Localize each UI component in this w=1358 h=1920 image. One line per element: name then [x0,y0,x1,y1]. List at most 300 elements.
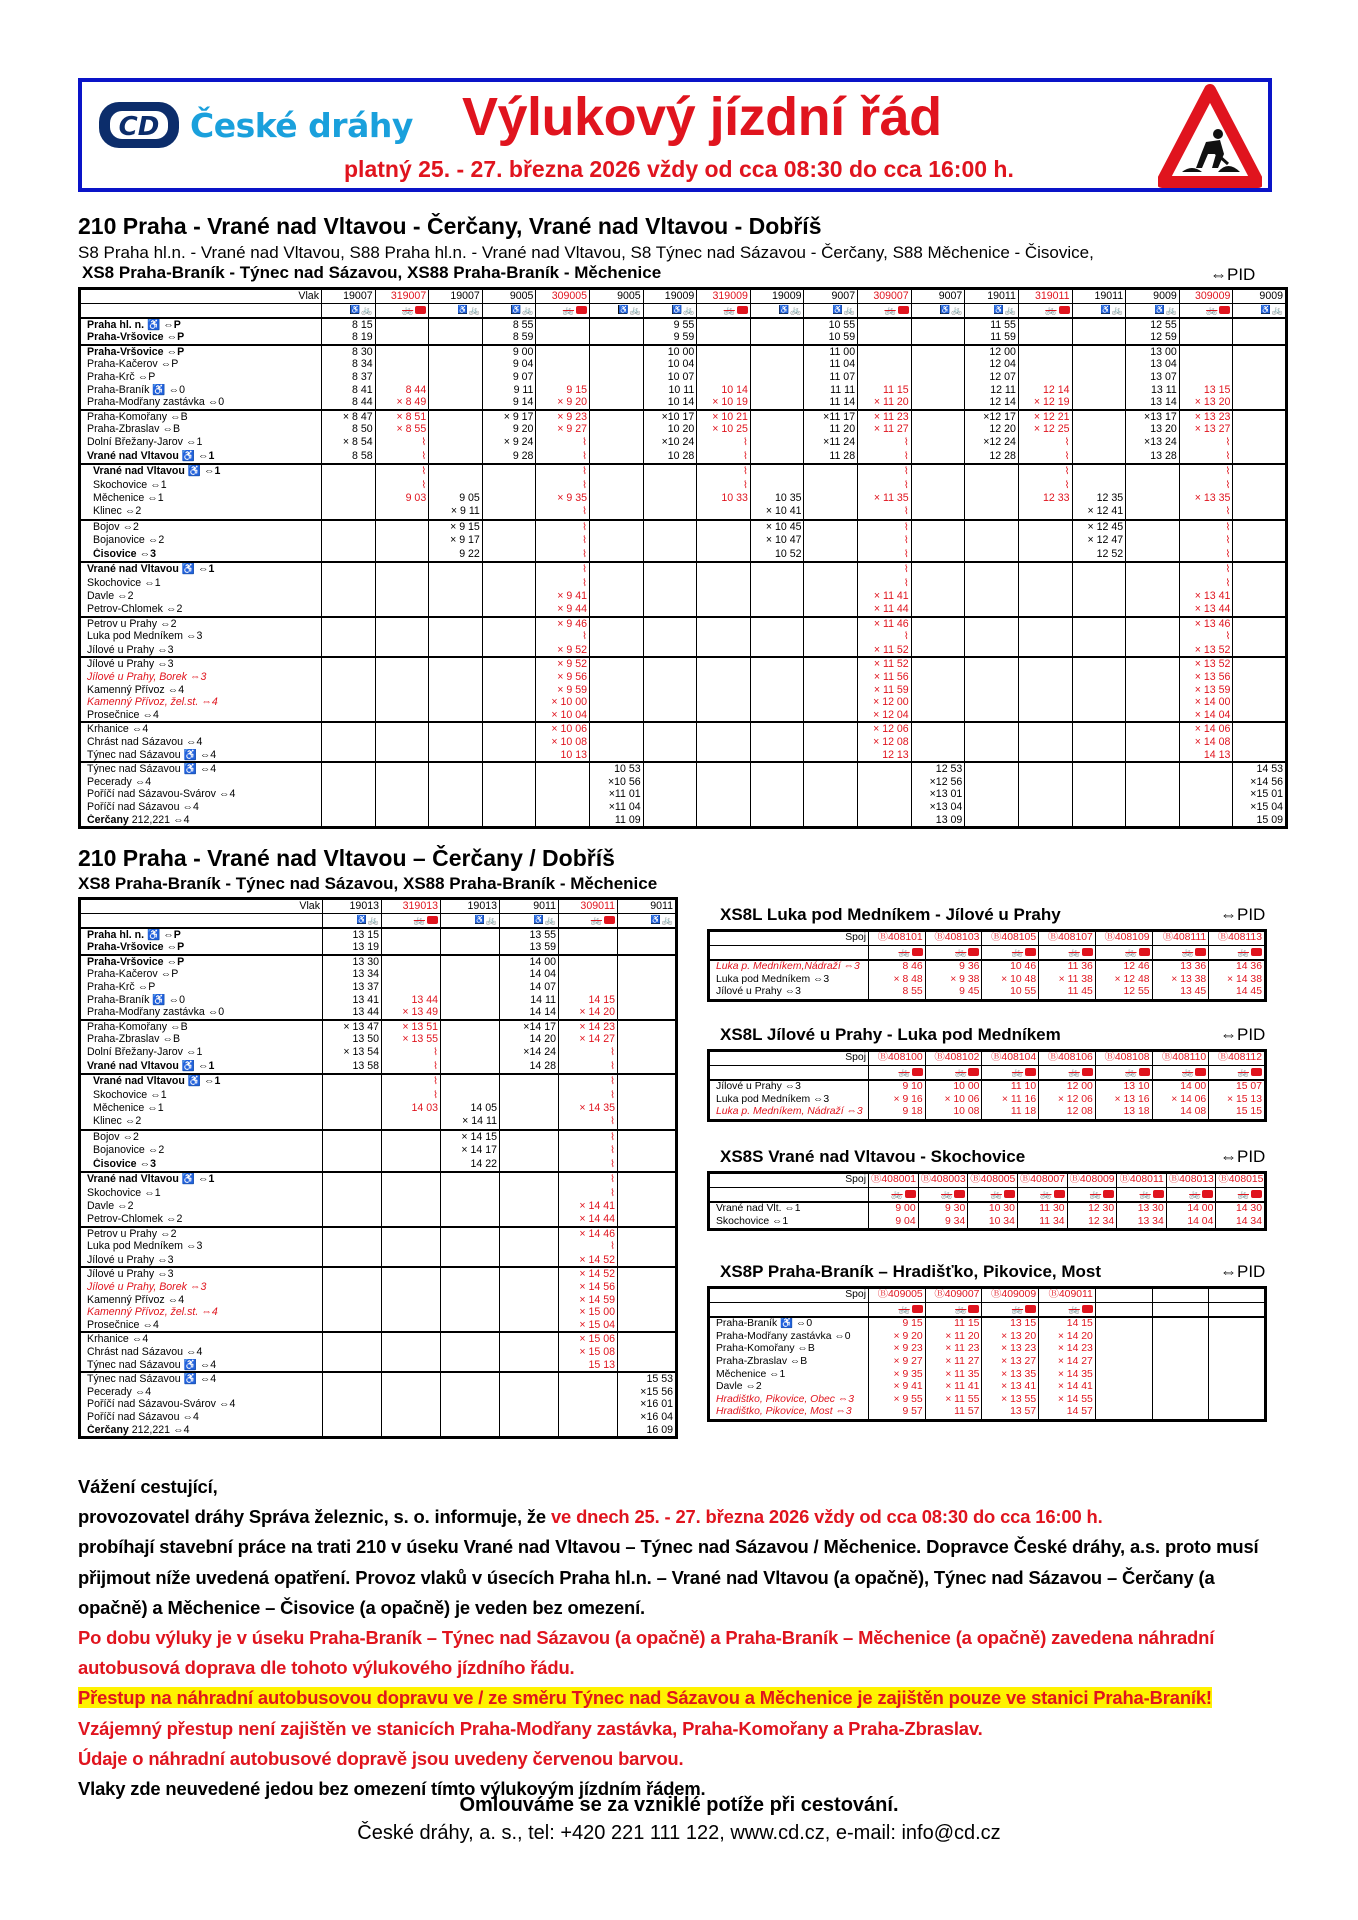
departure-time [323,1281,382,1294]
departure-time [1072,644,1126,658]
departure-time: × 11 20 [925,1331,982,1344]
departure-time [697,603,751,617]
departure-time [590,450,644,465]
header-label: Spoj [709,1051,869,1066]
route-skip-line: ⌇ [1225,521,1231,533]
departure-time [1233,318,1287,332]
departure-time: 10 07 [643,371,697,384]
departure-time [322,709,376,723]
table-row [80,1281,677,1294]
departure-time [536,371,590,384]
departure-time: × 9 35 [869,1369,926,1382]
departure-time: × 14 56 [559,1281,618,1294]
departure-time [590,345,644,359]
departure-time: 14 05 [441,1102,500,1115]
departure-time: × 9 24 [482,436,536,450]
departure-time [590,371,644,384]
departure-time [697,657,751,671]
station-group [80,1267,677,1332]
train-number-row [80,899,677,914]
departure-time [382,1332,441,1346]
station-name: Skochovice ⇔1 [80,479,322,493]
departure-time: × 10 41 [750,505,804,520]
departure-time [441,955,500,969]
departure-time [375,762,429,776]
departure-time [1018,479,1072,493]
departure-time [500,1227,559,1241]
departure-time [965,684,1019,697]
departure-time [1126,590,1180,603]
departure-time [1072,450,1126,465]
departure-time [500,1089,559,1103]
station-group [80,1020,677,1074]
station-group [80,1372,677,1437]
departure-time [697,505,751,520]
service-icons-cell [559,913,618,928]
departure-time [375,318,429,332]
departure-time [1126,492,1180,505]
departure-time: × 12 25 [1018,423,1072,436]
departure-time [375,684,429,697]
departure-time [1126,534,1180,548]
table-header [709,1051,1266,1081]
departure-time [911,520,965,535]
departure-time [536,331,590,345]
connection-number: Ⓑ409005 [869,1288,926,1303]
route-skip-line: ⌇ [433,1046,438,1058]
departure-time [804,722,858,736]
departure-time [911,644,965,658]
connection-number-row [709,931,1266,946]
departure-time [429,722,483,736]
departure-time [323,1089,382,1103]
departure-time [429,801,483,814]
departure-time [375,630,429,644]
header-banner [78,78,1272,192]
departure-time [965,722,1019,736]
departure-time [804,492,858,505]
departure-time [618,1254,677,1268]
departure-time: 14 45 [1209,986,1266,1000]
departure-time [697,450,751,465]
departure-time: × 12 00 [858,696,912,709]
notice-dates: ve dnech 25. - 27. března 2026 vždy od cca 08:30 do cca 16:00 h. [550,1506,1103,1528]
departure-time [911,436,965,450]
no-bicycle-icon: 🚲 [1237,1066,1249,1077]
departure-time [750,657,804,671]
departure-time [559,928,618,942]
departure-time [1072,749,1126,763]
table-row [80,801,1287,814]
station-name: Skochovice ⇔1 [80,577,322,591]
no-bicycle-icon: 🚲 [562,304,575,315]
departure-time: × 11 46 [858,617,912,631]
departure-time [429,736,483,749]
departure-time [804,548,858,563]
departure-time [441,928,500,942]
departure-time [500,1254,559,1268]
departure-time [1233,671,1287,684]
station-group [80,562,1287,616]
departure-time [750,722,804,736]
departure-time [323,1398,382,1411]
departure-time [482,603,536,617]
departure-time [618,1172,677,1187]
departure-time [559,1187,618,1201]
departure-time [1233,603,1287,617]
departure-time [750,345,804,359]
connection-number: Ⓑ408009 [1067,1173,1117,1188]
no-bicycle-icon: 🚲 [1040,1188,1052,1199]
departure-time [697,436,751,450]
service-icons-cell [1166,1187,1216,1202]
departure-time: × 13 16 [1095,1094,1152,1107]
departure-time: 15 13 [559,1359,618,1373]
departure-time [590,736,644,749]
departure-time: 13 07 [1126,371,1180,384]
departure-time [1126,801,1180,814]
departure-time [1018,371,1072,384]
station-name: Praha-Krč ⇔P [80,981,323,994]
departure-time [1209,1317,1266,1331]
departure-time [618,1359,677,1373]
route-skip-line: ⌇ [1225,548,1231,560]
departure-time [965,776,1019,789]
departure-time: 10 46 [982,960,1039,974]
departure-time [618,1319,677,1333]
brand-name: České dráhy [190,105,413,145]
station-group [80,410,1287,464]
departure-time: × 10 04 [536,709,590,723]
train-number: 9007 [911,289,965,304]
section2-subtitle: XS8 Praha-Braník - Týnec nad Sázavou, XS88 Praha-Braník - Měchenice [78,874,658,893]
departure-time [322,684,376,697]
table-header [709,931,1266,961]
departure-time [1018,520,1072,535]
departure-time [643,505,697,520]
departure-time [643,749,697,763]
departure-time: 9 28 [482,450,536,465]
route-skip-line: ⌇ [582,466,588,478]
departure-time: 13 58 [323,1060,382,1075]
departure-time [1233,464,1287,479]
bus-icon [1082,948,1093,956]
departure-time [322,696,376,709]
departure-time [1233,577,1287,591]
service-icons-row [80,303,1287,318]
departure-time [858,505,912,520]
bus-table-title: XS8L Jílové u Prahy - Luka pod Medníkem [720,1025,1061,1044]
departure-time [858,562,912,577]
departure-time [643,492,697,505]
departure-time [322,577,376,591]
departure-time: × 8 49 [375,396,429,410]
departure-time [559,1144,618,1158]
departure-time [590,722,644,736]
departure-time [382,1267,441,1281]
table-row [80,955,677,969]
bus-icon [954,1190,965,1198]
departure-time [1126,479,1180,493]
departure-time [804,562,858,577]
departure-time [1018,801,1072,814]
station-name: Davle ⇔2 [80,1200,323,1213]
departure-time [1072,318,1126,332]
departure-time [382,1294,441,1307]
departure-time [1095,1317,1152,1331]
departure-time [1072,479,1126,493]
departure-time: 13 36 [1152,960,1209,974]
departure-time [1233,331,1287,345]
service-icons-cell [482,303,536,318]
no-bicycle-icon: 🚲 [1237,946,1249,957]
departure-time [590,684,644,697]
departure-time [382,1130,441,1145]
departure-time [482,671,536,684]
departure-time [382,955,441,969]
station-name: Jílové u Prahy ⇔3 [709,1080,869,1094]
table-row [709,1216,1266,1230]
departure-time [1233,358,1287,371]
route-skip-line: ⌇ [433,1089,438,1101]
departure-time [1018,644,1072,658]
route-skip-line: ⌇ [903,466,909,478]
departure-time: 13 37 [323,981,382,994]
bus-icon [1082,1305,1093,1313]
departure-time [429,709,483,723]
departure-time [1233,410,1287,424]
service-icons-row [709,1065,1266,1080]
station-name: Praha-Zbraslav ⇔B [80,1033,323,1046]
departure-time [559,1074,618,1089]
departure-time: × 8 54 [322,436,376,450]
service-icons-cell [869,1302,926,1317]
blank-cell [709,1187,869,1202]
departure-time: 10 14 [697,384,751,397]
departure-time [322,801,376,814]
departure-time [643,801,697,814]
departure-time [643,603,697,617]
departure-time [500,1102,559,1115]
departure-time: × 15 13 [1209,1094,1266,1107]
departure-time [382,1187,441,1201]
departure-time [323,1240,382,1254]
train-number: 309005 [536,289,590,304]
departure-time [965,603,1019,617]
table-row [80,505,1287,520]
departure-time: × 9 41 [536,590,590,603]
departure-time: × 9 27 [536,423,590,436]
departure-time: × 9 52 [536,644,590,658]
departure-time [1095,1394,1152,1407]
service-icons-cell [869,945,926,960]
departure-time [1018,696,1072,709]
departure-time [429,345,483,359]
departure-time [322,762,376,776]
departure-time [559,1386,618,1399]
departure-time [590,423,644,436]
departure-time: 11 14 [804,396,858,410]
departure-time [697,684,751,697]
station-name: Jílové u Prahy ⇔3 [80,644,322,658]
table-row [80,534,1287,548]
departure-time [1233,492,1287,505]
departure-time: 9 04 [869,1216,919,1230]
table-row [80,1306,677,1319]
departure-time: × 11 20 [858,396,912,410]
departure-time [1233,423,1287,436]
departure-time [750,384,804,397]
departure-time: × 13 35 [1179,492,1233,505]
departure-time [500,1200,559,1213]
departure-time [1179,577,1233,591]
departure-time [536,520,590,535]
departure-time [429,410,483,424]
departure-time: 13 11 [1126,384,1180,397]
route-skip-line: ⌇ [433,1060,438,1072]
departure-time [965,590,1019,603]
no-bicycle-icon: 🚲 [990,1188,1002,1199]
table-row [709,986,1266,1000]
departure-time [382,1200,441,1213]
departure-time [1152,1317,1209,1331]
departure-time [1072,788,1126,801]
departure-time [1233,534,1287,548]
station-name-bold: Čerčany [87,1423,129,1436]
table-row [80,423,1287,436]
departure-time [858,450,912,465]
table-row [80,1130,677,1145]
departure-time [500,1294,559,1307]
route-skip-line: ⌇ [582,450,588,462]
departure-time [1126,562,1180,577]
no-bicycle-icon: 🚲 [1045,304,1057,315]
departure-time: × 13 52 [1179,644,1233,658]
departure-time: × 13 55 [982,1394,1039,1407]
departure-time: 11 10 [982,1080,1039,1094]
bus-icon [1139,948,1150,956]
departure-time [1018,331,1072,345]
table-row [80,479,1287,493]
departure-time [323,1254,382,1268]
departure-time [322,644,376,658]
table-row [80,941,677,955]
departure-time [697,762,751,776]
bicycle-icon: 🚲 [367,914,379,925]
departure-time [643,630,697,644]
departure-time: 13 30 [1117,1202,1167,1216]
departure-time: 12 33 [1018,492,1072,505]
route-skip-line: ⌇ [610,1145,615,1157]
departure-time [441,1213,500,1227]
departure-time: × 13 23 [982,1343,1039,1356]
departure-time: × 13 23 [1179,410,1233,424]
departure-time [1018,603,1072,617]
departure-time [858,436,912,450]
departure-time: 15 15 [1209,1106,1266,1120]
pid-label: ⇔PID [1210,265,1256,284]
departure-time [750,630,804,644]
table-row [80,1158,677,1173]
departure-time: × 15 04 [559,1319,618,1333]
departure-time [965,749,1019,763]
departure-time [858,358,912,371]
table-row [709,1369,1266,1382]
departure-time [1095,1369,1152,1382]
departure-time: × 13 44 [1179,603,1233,617]
departure-time: 13 15 [982,1317,1039,1331]
station-name: Bojov ⇔2 [80,1130,323,1145]
service-icons-cell [618,913,677,928]
departure-time [1018,534,1072,548]
departure-time [643,577,697,591]
departure-time [965,696,1019,709]
departure-time [441,1254,500,1268]
departure-time [804,749,858,763]
station-name: Vrané nad Vltavou ♿ ⇔1 [80,562,322,577]
connection-number: Ⓑ408102 [925,1051,982,1066]
station-name: Pecerady ⇔4 [80,776,322,789]
departure-time [804,696,858,709]
service-icons-cell [323,913,382,928]
departure-time [441,1346,500,1359]
departure-time [536,762,590,776]
bus-icon [604,916,615,924]
station-name: Jílové u Prahy ⇔3 [80,1254,323,1268]
departure-time [1233,436,1287,450]
departure-time [536,479,590,493]
departure-time [323,1200,382,1213]
departure-time [590,384,644,397]
departure-time: 10 00 [643,345,697,359]
departure-time: 8 58 [322,450,376,465]
departure-time [559,981,618,994]
departure-time [643,722,697,736]
train-number: 319013 [382,899,441,914]
bus-icon [1251,948,1262,956]
no-bicycle-icon: 🚲 [1189,1188,1201,1199]
departure-time [618,1240,677,1254]
departure-time: × 10 19 [697,396,751,410]
departure-time [1018,722,1072,736]
departure-time [750,788,804,801]
station-name: Kamenný Přívoz, žel.st. ⇔4 [80,696,322,709]
departure-time: 11 09 [590,814,644,828]
table-row [80,630,1287,644]
departure-time [441,1372,500,1386]
departure-time [590,749,644,763]
departure-time: × 13 51 [382,1020,441,1034]
departure-time: 15 07 [1209,1080,1266,1094]
station-name: Čisovice ⇔3 [80,548,322,563]
service-icons-cell [1018,303,1072,318]
service-icons-cell [750,303,804,318]
departure-time [804,762,858,776]
departure-time [618,994,677,1007]
departure-time: 9 45 [925,986,982,1000]
departure-time [429,450,483,465]
departure-time [697,520,751,535]
bus-icon [1195,1068,1206,1076]
departure-time [500,1306,559,1319]
departure-time: 13 59 [500,941,559,955]
departure-time [1072,657,1126,671]
departure-time [500,1281,559,1294]
departure-time: 14 04 [1166,1216,1216,1230]
train-number: 19013 [323,899,382,914]
departure-time [536,630,590,644]
departure-time [441,994,500,1007]
